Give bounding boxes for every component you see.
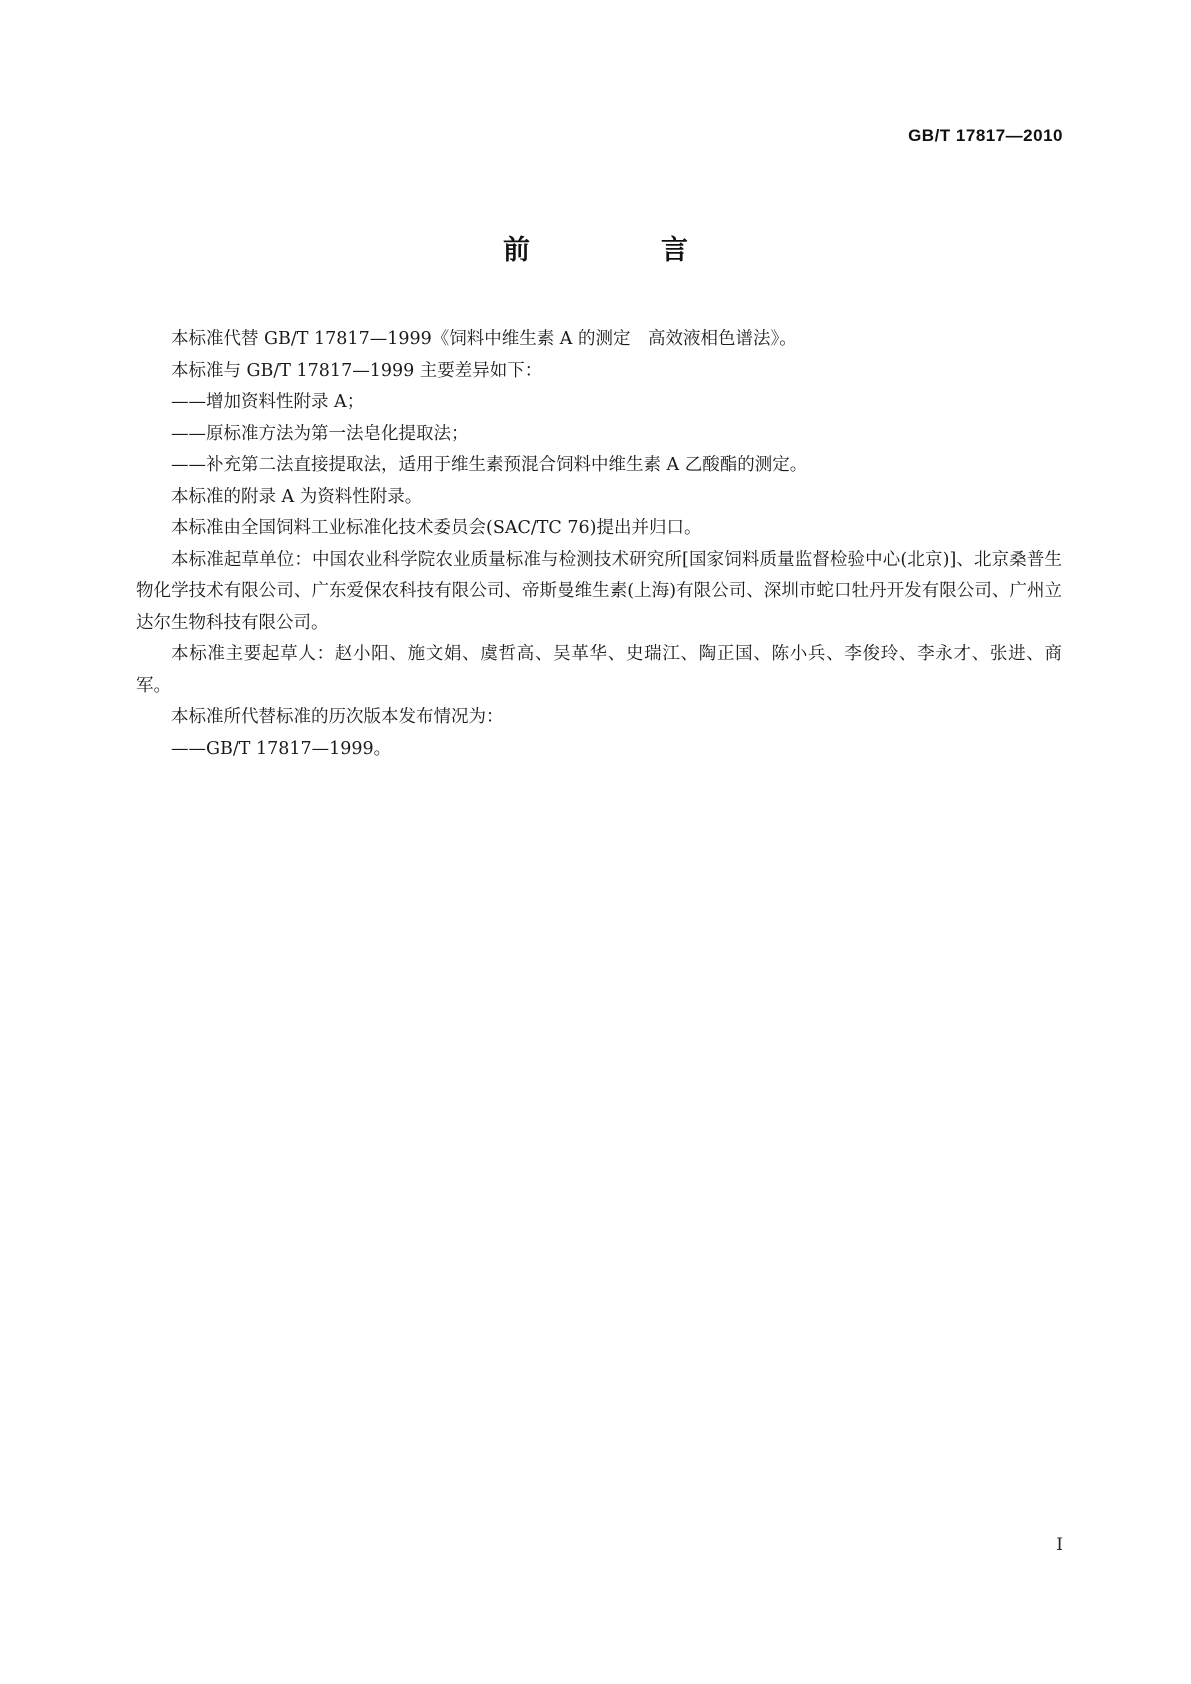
paragraph-differences-intro: 本标准与 GB/T 17817—1999 主要差异如下： — [171, 360, 543, 381]
paragraph-history-intro: 本标准所代替标准的历次版本发布情况为： — [171, 707, 504, 727]
paragraph-drafters: 本标准主要起草人：赵小阳、施文娟、虞哲高、吴革华、史瑞江、陶正国、陈小兵、李俊玲、李永才、张进、商军。 — [136, 644, 1062, 696]
list-item-history-1: ——GB/T 17817—1999。 — [171, 738, 392, 759]
paragraph-drafting-units: 本标准起草单位：中国农业科学院农业质量标准与检测技术研究所[国家饲料质量监督检验中心(北京)]、北京桑普生物化学技术有限公司、广东爱保农科技有限公司、帝斯曼维生素(上海)有限公司、深圳市蛇口牡丹开发有限公司、广州立达尔生物科技有限公司。 — [136, 549, 1062, 633]
paragraph-replacement: 本标准代替 GB/T 17817—1999《饲料中维生素 A 的测定 高效液相色谱法》。 — [171, 329, 797, 349]
list-item-difference-3: ——补充第二法直接提取法，适用于维生素预混合饲料中维生素 A 乙酸酯的测定。 — [171, 455, 808, 475]
page-number: I — [1056, 1535, 1063, 1555]
paragraph-appendix: 本标准的附录 A 为资料性附录。 — [171, 486, 423, 507]
page-title: 前 言 — [503, 235, 740, 266]
paragraph-proposer: 本标准由全国饲料工业标准化技术委员会(SAC/TC 76)提出并归口。 — [171, 518, 702, 538]
list-item-difference-1: ——增加资料性附录 A； — [171, 392, 365, 412]
standard-code: GB/T 17817—2010 — [908, 126, 1063, 145]
list-item-difference-2: ——原标准方法为第一法皂化提取法； — [171, 423, 469, 444]
foreword-body — [136, 324, 1062, 765]
